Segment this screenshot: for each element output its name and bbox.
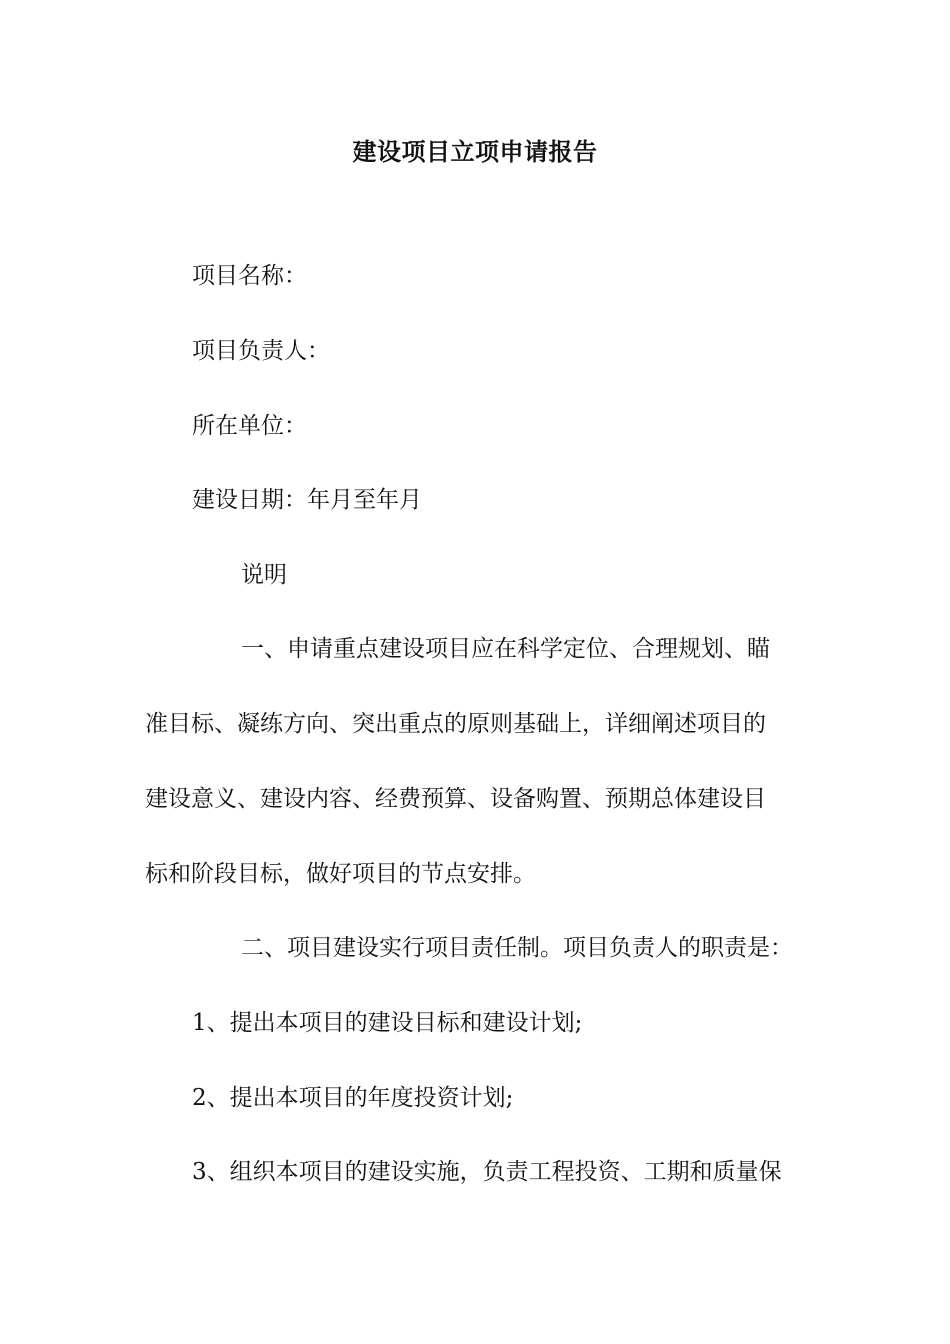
field-build-date: 建设日期：年月至年月 [192, 487, 422, 513]
paragraph-2: 二、项目建设实行项目责任制。项目负责人的职责是： [241, 935, 793, 961]
paragraph-1-line-2: 准目标、凝练方向、突出重点的原则基础上，详细阐述项目的 [145, 711, 766, 737]
paragraph-1-line-4: 标和阶段目标，做好项目的节点安排。 [145, 861, 536, 887]
list-item: 2、提出本项目的年度投资计划; [192, 1085, 514, 1111]
field-project-name: 项目名称： [192, 263, 307, 289]
field-unit: 所在单位： [192, 413, 307, 439]
list-item: 3、组织本项目的建设实施，负责工程投资、工期和质量保 [192, 1159, 782, 1185]
paragraph-1-line-3: 建设意义、建设内容、经费预算、设备购置、预期总体建设目 [145, 786, 766, 812]
paragraph-1-line-1: 一、申请重点建设项目应在科学定位、合理规划、瞄 [241, 636, 770, 662]
list-item: 1、提出本项目的建设目标和建设计划; [192, 1010, 583, 1036]
notes-heading: 说明 [241, 562, 287, 588]
document-title: 建设项目立项申请报告 [352, 137, 598, 166]
field-project-leader: 项目负责人： [192, 338, 330, 364]
